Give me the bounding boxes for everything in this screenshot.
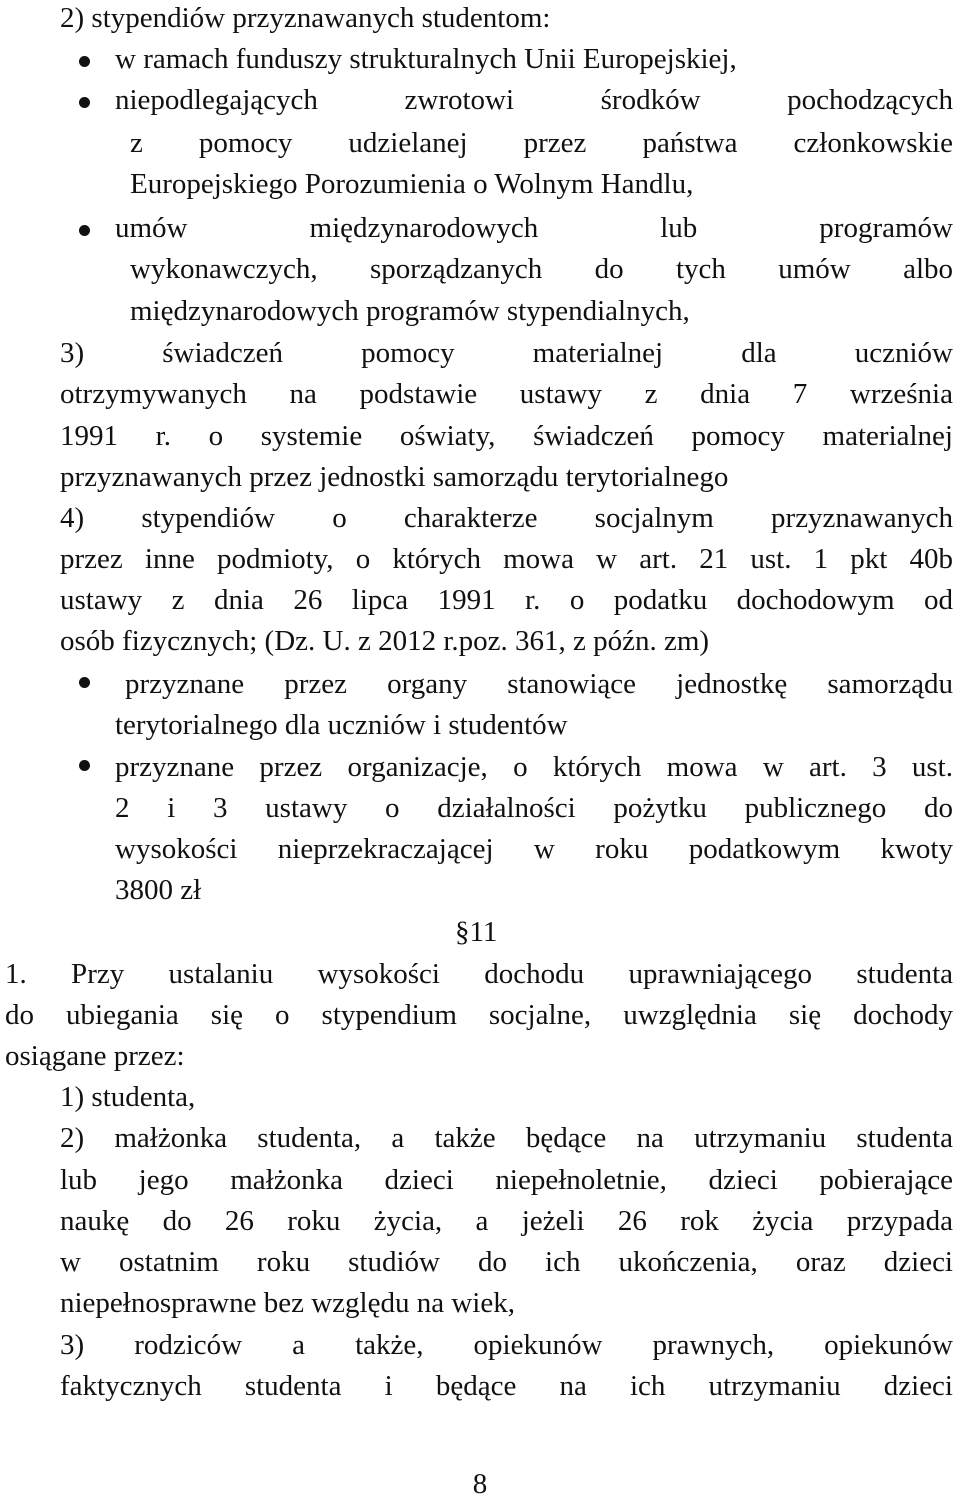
text-line: przez inne podmioty, o których mowa w art. 21 ust. 1 pkt 40b [60, 543, 953, 575]
bullet-icon [79, 225, 90, 236]
text-line: 3800 zł [115, 874, 202, 906]
text-line: w ostatnim roku studiów do ich ukończenia, oraz dzieci [60, 1246, 953, 1278]
text-line: do ubiegania się o stypendium socjalne, uwzględnia się dochody [5, 999, 953, 1031]
text-line: niepodlegających zwrotowi środków pochodzących [115, 84, 953, 116]
text-line: 2 i 3 ustawy o działalności pożytku publicznego do [115, 792, 953, 824]
text-line: 1991 r. o systemie oświaty, świadczeń pomocy materialnej [60, 420, 953, 452]
text-line: 2) małżonka studenta, a także będące na utrzymaniu studenta [60, 1122, 953, 1154]
text-line: 1) studenta, [60, 1081, 196, 1113]
text-line: faktycznych studenta i będące na ich utrzymaniu dzieci [60, 1370, 953, 1402]
bullet-icon [79, 56, 90, 67]
text-line: 3) świadczeń pomocy materialnej dla uczniów [60, 337, 953, 369]
text-line: lub jego małżonka dzieci niepełnoletnie, dzieci pobierające [60, 1164, 953, 1196]
bullet-icon [79, 760, 90, 771]
text-line: przyznane przez organy stanowiące jednostkę samorządu [125, 668, 953, 700]
text-line: w ramach funduszy strukturalnych Unii Europejskiej, [115, 43, 737, 75]
page-number: 8 [472, 1468, 488, 1500]
text-line: wysokości nieprzekraczającej w roku podatkowym kwoty [115, 833, 953, 865]
text-line: naukę do 26 roku życia, a jeżeli 26 rok życia przypada [60, 1205, 953, 1237]
text-line: 3) rodziców a także, opiekunów prawnych, opiekunów [60, 1329, 953, 1361]
text-line: Europejskiego Porozumienia o Wolnym Handlu, [130, 168, 694, 200]
bullet-icon [79, 677, 90, 688]
text-line: przyznane przez organizacje, o których mowa w art. 3 ust. [115, 751, 953, 783]
text-line: przyznawanych przez jednostki samorządu terytorialnego [60, 461, 729, 493]
text-line: niepełnosprawne bez względu na wiek, [60, 1287, 515, 1319]
text-line: umów międzynarodowych lub programów [115, 212, 953, 244]
text-line: osiągane przez: [5, 1040, 185, 1072]
text-line: otrzymywanych na podstawie ustawy z dnia 7 września [60, 378, 953, 410]
text-line: 4) stypendiów o charakterze socjalnym przyznawanych [60, 502, 953, 534]
text-line: terytorialnego dla uczniów i studentów [115, 709, 568, 741]
section-heading: §11 [455, 916, 498, 948]
text-line: 2) stypendiów przyznawanych studentom: [60, 2, 551, 34]
bullet-icon [79, 97, 90, 108]
text-line: z pomocy udzielanej przez państwa członkowskie [130, 127, 953, 159]
text-line: wykonawczych, sporządzanych do tych umów albo [130, 253, 953, 285]
text-line: ustawy z dnia 26 lipca 1991 r. o podatku dochodowym od [60, 584, 953, 616]
text-line: 1. Przy ustalaniu wysokości dochodu uprawniającego studenta [5, 958, 953, 990]
text-line: międzynarodowych programów stypendialnych, [130, 295, 690, 327]
text-line: osób fizycznych; (Dz. U. z 2012 r.poz. 361, z późn. zm) [60, 625, 710, 657]
